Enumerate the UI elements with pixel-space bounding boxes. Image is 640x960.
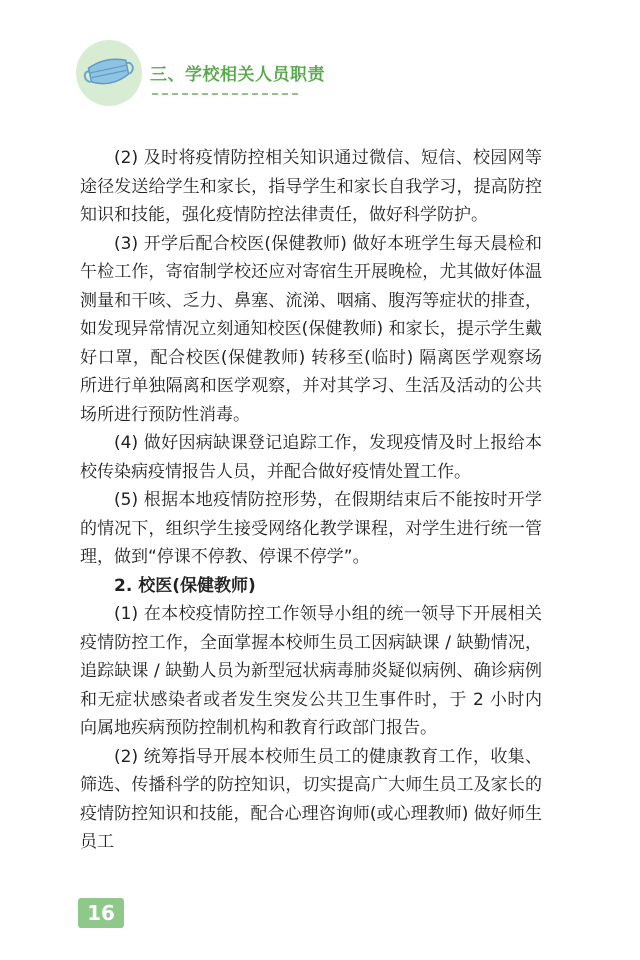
paragraph: (2) 统筹指导开展本校师生员工的健康教育工作，收集、筛选、传播科学的防控知识，切实提高广大师生员工及家长的疫情防控知识和技能，配合心理咨询师(或心理教师) 做好师生员工 (80, 746, 542, 852)
title-underline (152, 93, 298, 95)
chapter-title: 三、学校相关人员职责 (150, 65, 325, 85)
paragraph: (4) 做好因病缺课登记追踪工作，发现疫情及时上报给本校传染病疫情报告人员，并配合做好疫情处置工作。 (80, 433, 542, 482)
paragraph: (5) 根据本地疫情防控形势，在假期结束后不能按时开学的情况下，组织学生接受网络化教学课程，对学生进行统一管理，做到“停课不停教、停课不停学”。 (80, 490, 542, 567)
body-text (80, 144, 542, 857)
face-mask-icon (76, 40, 142, 106)
page-number: 16 (78, 898, 124, 928)
section-heading: 2. 校医(保健教师) (114, 575, 256, 596)
paragraph: (1) 在本校疫情防控工作领导小组的统一领导下开展相关疫情防控工作，全面掌握本校师生员工因病缺课 / 缺勤情况，追踪缺课 / 缺勤人员为新型冠状病毒肺炎疑似病例、确诊病例和无症状感染者或者发生突发公共卫生事件时，于 2 小时内向属地疾病预防控制机构和教育行政部门报告。 (80, 604, 542, 738)
paragraph: (3) 开学后配合校医(保健教师) 做好本班学生每天晨检和午检工作，寄宿制学校还应对寄宿生开展晚检，尤其做好体温测量和干咳、乏力、鼻塞、流涕、咽痛、腹泻等症状的排查，如发现异常情况立刻通知校医(保健教师) 和家长，提示学生戴好口罩，配合校医(保健教师) 转移至(临时) 隔离医学观察场所进行单独隔离和医学观察，并对其学习、生活及活动的公共场所进行预防性消毒。 (80, 233, 542, 425)
paragraph: (2) 及时将疫情防控相关知识通过微信、短信、校园网等途径发送给学生和家长，指导学生和家长自我学习，提高防控知识和技能，强化疫情防控法律责任，做好科学防护。 (80, 148, 542, 225)
